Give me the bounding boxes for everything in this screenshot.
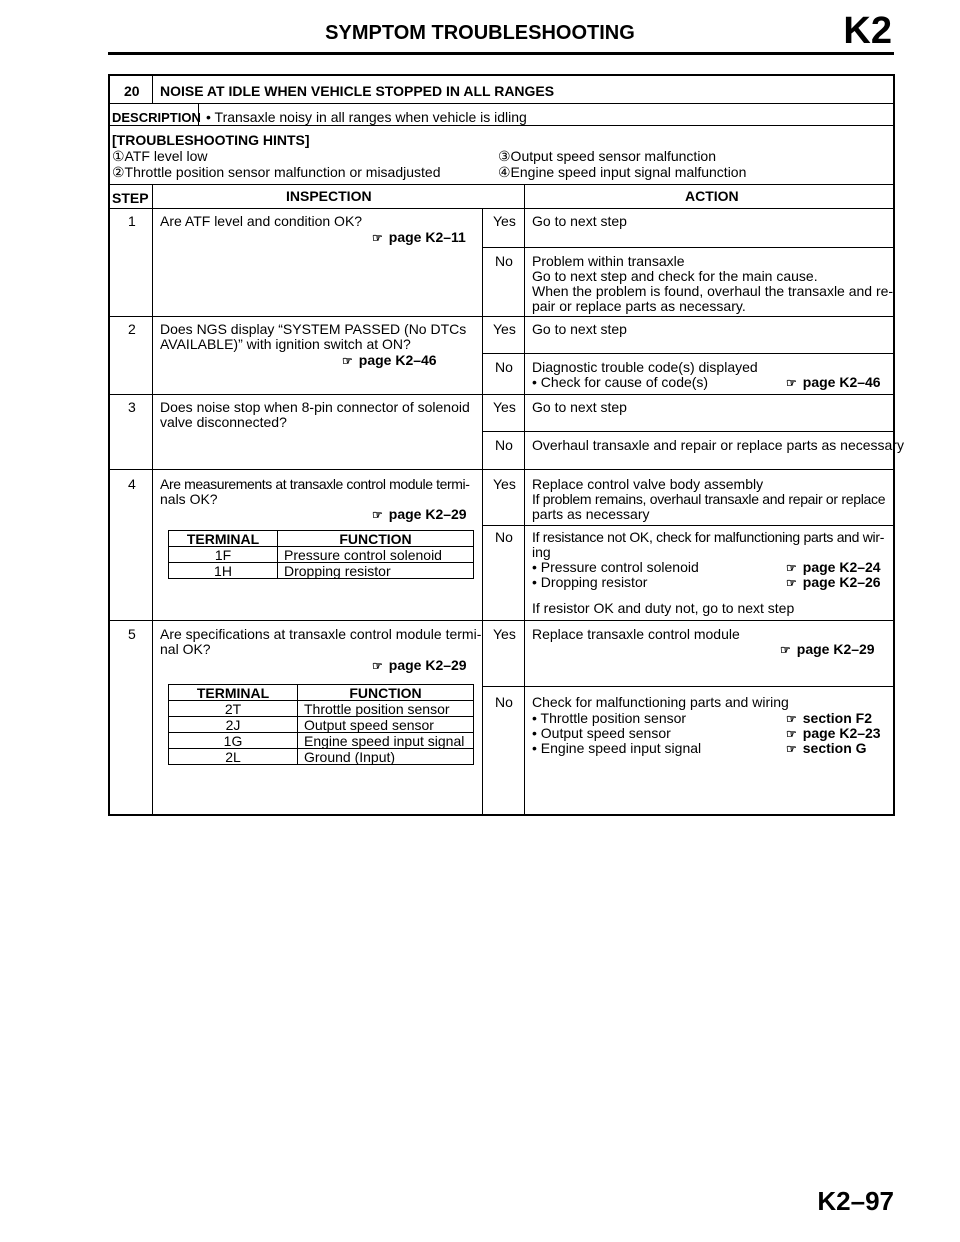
function-cell: Dropping resistor	[278, 563, 474, 579]
reference-icon: ☞	[780, 643, 791, 657]
page-reference: ☞ page K2–29	[780, 641, 875, 657]
terminal-header: TERMINAL	[169, 531, 278, 547]
divider	[110, 316, 893, 317]
divider	[110, 208, 893, 209]
function-cell: Output speed sensor	[298, 717, 474, 733]
divider	[482, 525, 893, 526]
function-cell: Pressure control solenoid	[278, 547, 474, 563]
page-reference: ☞ page K2–24	[786, 559, 881, 575]
step-number: 1	[128, 213, 136, 229]
table-row	[169, 717, 474, 733]
action-text: Check for malfunctioning parts and wiring	[532, 694, 789, 710]
yes-label: Yes	[493, 321, 516, 337]
column-header-action: ACTION	[685, 188, 739, 204]
divider	[152, 184, 153, 816]
action-text: Go to next step	[532, 213, 627, 229]
action-text: pair or replace parts as necessary.	[532, 298, 746, 314]
yes-label: Yes	[493, 476, 516, 492]
terminal-cell: 1F	[169, 547, 278, 563]
no-label: No	[495, 359, 513, 375]
action-text: Replace transaxle control module	[532, 626, 740, 642]
action-text: • Output speed sensor	[532, 725, 671, 741]
inspection-text: Does NGS display “SYSTEM PASSED (No DTCs	[160, 321, 467, 337]
troubleshooting-table	[108, 74, 904, 816]
table-row	[169, 701, 474, 717]
inspection-text: Does noise stop when 8-pin connector of solenoid	[160, 399, 470, 415]
action-text: parts as necessary	[532, 506, 650, 522]
terminal-cell: 2L	[169, 749, 298, 765]
no-label: No	[495, 437, 513, 453]
function-header: FUNCTION	[298, 685, 474, 701]
inspection-text: valve disconnected?	[160, 414, 287, 430]
reference-icon: ☞	[342, 354, 353, 368]
function-cell: Ground (Input)	[298, 749, 474, 765]
inspection-text: AVAILABLE)” with ignition switch at ON?	[160, 336, 411, 352]
step-number: 2	[128, 321, 136, 337]
divider	[110, 184, 893, 185]
step-number: 5	[128, 626, 136, 642]
terminal-cell: 1H	[169, 563, 278, 579]
reference-icon: ☞	[786, 561, 797, 575]
divider	[110, 620, 893, 621]
action-text: When the problem is found, overhaul the transaxle and re-	[532, 283, 894, 299]
terminal-table	[168, 684, 474, 765]
yes-label: Yes	[493, 399, 516, 415]
no-label: No	[495, 694, 513, 710]
divider	[482, 686, 893, 687]
inspection-text: Are measurements at transaxle control module termi-	[160, 476, 470, 492]
column-header-inspection: INSPECTION	[286, 188, 372, 204]
page-reference: ☞ page K2–11	[372, 229, 466, 245]
terminal-cell: 2J	[169, 717, 298, 733]
page-reference: ☞ page K2–29	[372, 657, 467, 673]
page-reference: ☞ page K2–23	[786, 725, 881, 741]
action-text: If resistor OK and duty not, go to next step	[532, 600, 795, 616]
hint-item: ④Engine speed input signal malfunction	[498, 164, 747, 180]
page-reference: ☞ page K2–46	[786, 374, 881, 390]
divider	[524, 208, 525, 816]
problem-title: NOISE AT IDLE WHEN VEHICLE STOPPED IN ALL RANGES	[160, 83, 555, 99]
description-text: • Transaxle noisy in all ranges when vehicle is idling	[206, 109, 527, 125]
action-text: Go to next step and check for the main cause.	[532, 268, 818, 284]
terminal-cell: 2T	[169, 701, 298, 717]
hint-item: ①ATF level low	[112, 148, 208, 164]
divider	[110, 103, 893, 104]
section-code: K2	[843, 10, 892, 52]
reference-icon: ☞	[372, 659, 383, 673]
function-header: FUNCTION	[278, 531, 474, 547]
page-number: K2–97	[817, 1186, 894, 1216]
terminal-cell: 1G	[169, 733, 298, 749]
action-text: Diagnostic trouble code(s) displayed	[532, 359, 758, 375]
action-text: Overhaul transaxle and repair or replace parts as necessary	[532, 437, 904, 453]
inspection-text: nals OK?	[160, 491, 218, 507]
table-row	[169, 749, 474, 765]
terminal-header: TERMINAL	[169, 685, 298, 701]
divider	[524, 184, 525, 208]
description-label: DESCRIPTION	[112, 110, 201, 125]
divider	[482, 208, 483, 816]
terminal-table	[168, 530, 474, 579]
function-cell: Throttle position sensor	[298, 701, 474, 717]
page-reference: ☞ page K2–29	[372, 506, 467, 522]
action-text: • Pressure control solenoid	[532, 559, 699, 575]
inspection-text: Are specifications at transaxle control module termi-	[160, 626, 482, 642]
action-text: • Check for cause of code(s)	[532, 374, 709, 390]
page-reference: ☞ section F2	[786, 710, 873, 726]
problem-number: 20	[124, 83, 140, 99]
yes-label: Yes	[493, 213, 516, 229]
page-header-title: SYMPTOM TROUBLESHOOTING	[325, 22, 635, 44]
divider	[482, 353, 893, 354]
divider	[110, 469, 893, 470]
hints-title: [TROUBLESHOOTING HINTS]	[112, 132, 310, 148]
action-text: ing	[532, 544, 551, 560]
divider	[482, 431, 893, 432]
reference-icon: ☞	[372, 231, 383, 245]
action-text: • Throttle position sensor	[532, 710, 687, 726]
table-row	[169, 563, 474, 579]
hint-item: ③Output speed sensor malfunction	[498, 148, 717, 164]
table-row	[169, 547, 474, 563]
page-reference: ☞ page K2–26	[786, 574, 881, 590]
reference-icon: ☞	[786, 376, 797, 390]
reference-icon: ☞	[786, 727, 797, 741]
function-cell: Engine speed input signal	[298, 733, 474, 749]
step-number: 4	[128, 476, 136, 492]
yes-label: Yes	[493, 626, 516, 642]
action-text: If problem remains, overhaul transaxle and repair or replace	[532, 491, 886, 507]
inspection-text: nal OK?	[160, 641, 211, 657]
action-text: If resistance not OK, check for malfunctioning parts and wir-	[532, 529, 885, 545]
divider	[198, 103, 199, 125]
reference-icon: ☞	[786, 712, 797, 726]
divider	[152, 76, 153, 103]
step-number: 3	[128, 399, 136, 415]
action-text: Problem within transaxle	[532, 253, 685, 269]
divider	[110, 125, 893, 126]
header-rule	[108, 52, 894, 55]
page-reference: ☞ section G	[786, 740, 867, 756]
action-text: Go to next step	[532, 399, 627, 415]
action-text: • Engine speed input signal	[532, 740, 702, 756]
divider	[110, 394, 893, 395]
page-reference: ☞ page K2–46	[342, 352, 437, 368]
inspection-text: Are ATF level and condition OK?	[160, 213, 363, 229]
action-text: Go to next step	[532, 321, 627, 337]
no-label: No	[495, 253, 513, 269]
column-header-step: STEP	[112, 190, 149, 206]
action-text: Replace control valve body assembly	[532, 476, 764, 492]
table-row	[169, 733, 474, 749]
no-label: No	[495, 529, 513, 545]
action-text: • Dropping resistor	[532, 574, 648, 590]
hint-item: ②Throttle position sensor malfunction or misadjusted	[112, 164, 441, 180]
reference-icon: ☞	[786, 742, 797, 756]
reference-icon: ☞	[372, 508, 383, 522]
reference-icon: ☞	[786, 576, 797, 590]
divider	[482, 247, 893, 248]
